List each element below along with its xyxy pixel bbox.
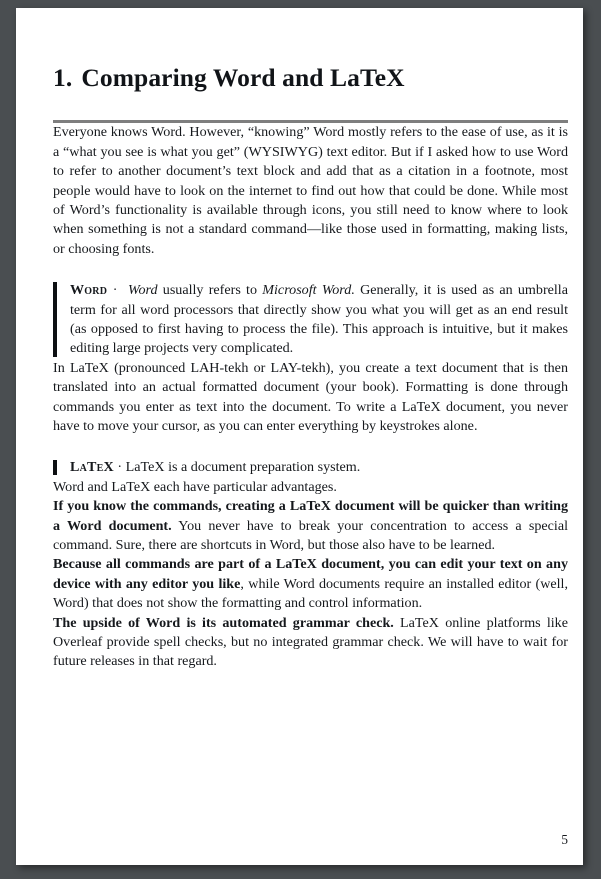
advantage-3-lead: The upside of Word is its automated grammar check. xyxy=(53,614,394,631)
page-number: 5 xyxy=(561,832,568,847)
callout-latex-term: LaTeX xyxy=(70,459,114,476)
callout-word-mid-1: usually refers to xyxy=(157,282,263,299)
advantage-1-lead: If you know the commands, creating a LaTeX document will be quicker than writing a Word document. xyxy=(53,498,568,534)
advantage-2-lead: Because all commands are part of a LaTeX document, you can edit your text on any device with any editor you like xyxy=(53,556,568,592)
callout-bar-icon xyxy=(53,282,57,357)
callout-latex-text xyxy=(70,458,568,477)
chapter-title-text: Comparing Word and LaTeX xyxy=(81,63,405,92)
callout-latex-sep-glyph: · xyxy=(117,459,123,476)
callout-word-italic-2: Microsoft Word. xyxy=(262,282,355,299)
callout-latex-definition: LaTeX is a document preparation system. xyxy=(125,459,361,476)
document-page xyxy=(16,8,583,865)
callout-word-text xyxy=(70,281,568,359)
callout-bar-icon xyxy=(53,460,57,474)
callout-word-sep-glyph: · xyxy=(112,282,118,299)
page-title xyxy=(53,8,568,92)
paragraph-latex-intro: In LaTeX (pronounced LAH-tekh or LAY-tekh), you create a text document that is then translated into an actual formatted document (your book). Formatting is done through commands you enter as text into the document. To write a LaTeX document, you never have to move your cursor, as you can enter everything by keystrokes alone. xyxy=(53,359,568,434)
callout-word xyxy=(53,281,568,359)
advantage-1-rest: You never have to break your concentration to access a special command. Sure, there are shortcuts in Word, but those also have to be learned. xyxy=(53,517,568,554)
paragraph-intro: Everyone knows Word. However, “knowing” Word mostly refers to the ease of use, as it is a “what you see is what you get” (WYSIWYG) text editor. But if I asked how to use Word to refer to another document’s text block and add that as a citation in a footnote, most people would have to look on the internet to find out how that could be done. While most of Word’s functionality is available through icons, you still need to know where to look when something is not a standard command—like those used in formatting, making lists, or choosing fonts. xyxy=(53,124,568,257)
paragraph-advantages-lead: Word and LaTeX each have particular advantages. xyxy=(53,478,337,495)
callout-word-rest: Generally, it is used as an umbrella term for all word processors that directly show you what you will get as an end result (as opposed to first having to process the file). This approach is intuitive, but it makes editing large projects very complicated. xyxy=(70,282,568,357)
chapter-number: 1. xyxy=(53,63,73,92)
paragraph-advantage-3 xyxy=(53,614,568,672)
callout-word-term: Word xyxy=(70,282,108,299)
callout-word-italic-1: Word xyxy=(128,282,158,299)
paragraph-advantage-1 xyxy=(53,497,568,555)
advantage-2-rest: , while Word documents require an installed editor (well, Word) that does not show the formatting and control information. xyxy=(53,575,568,612)
callout-latex xyxy=(53,458,568,477)
page-content xyxy=(53,8,568,865)
paragraph-advantage-2 xyxy=(53,555,568,613)
advantage-3-rest: LaTeX online platforms like Overleaf provide spell checks, but no integrated grammar check. We will have to wait for future releases in that regard. xyxy=(53,614,568,670)
callout-word-space xyxy=(117,282,128,298)
